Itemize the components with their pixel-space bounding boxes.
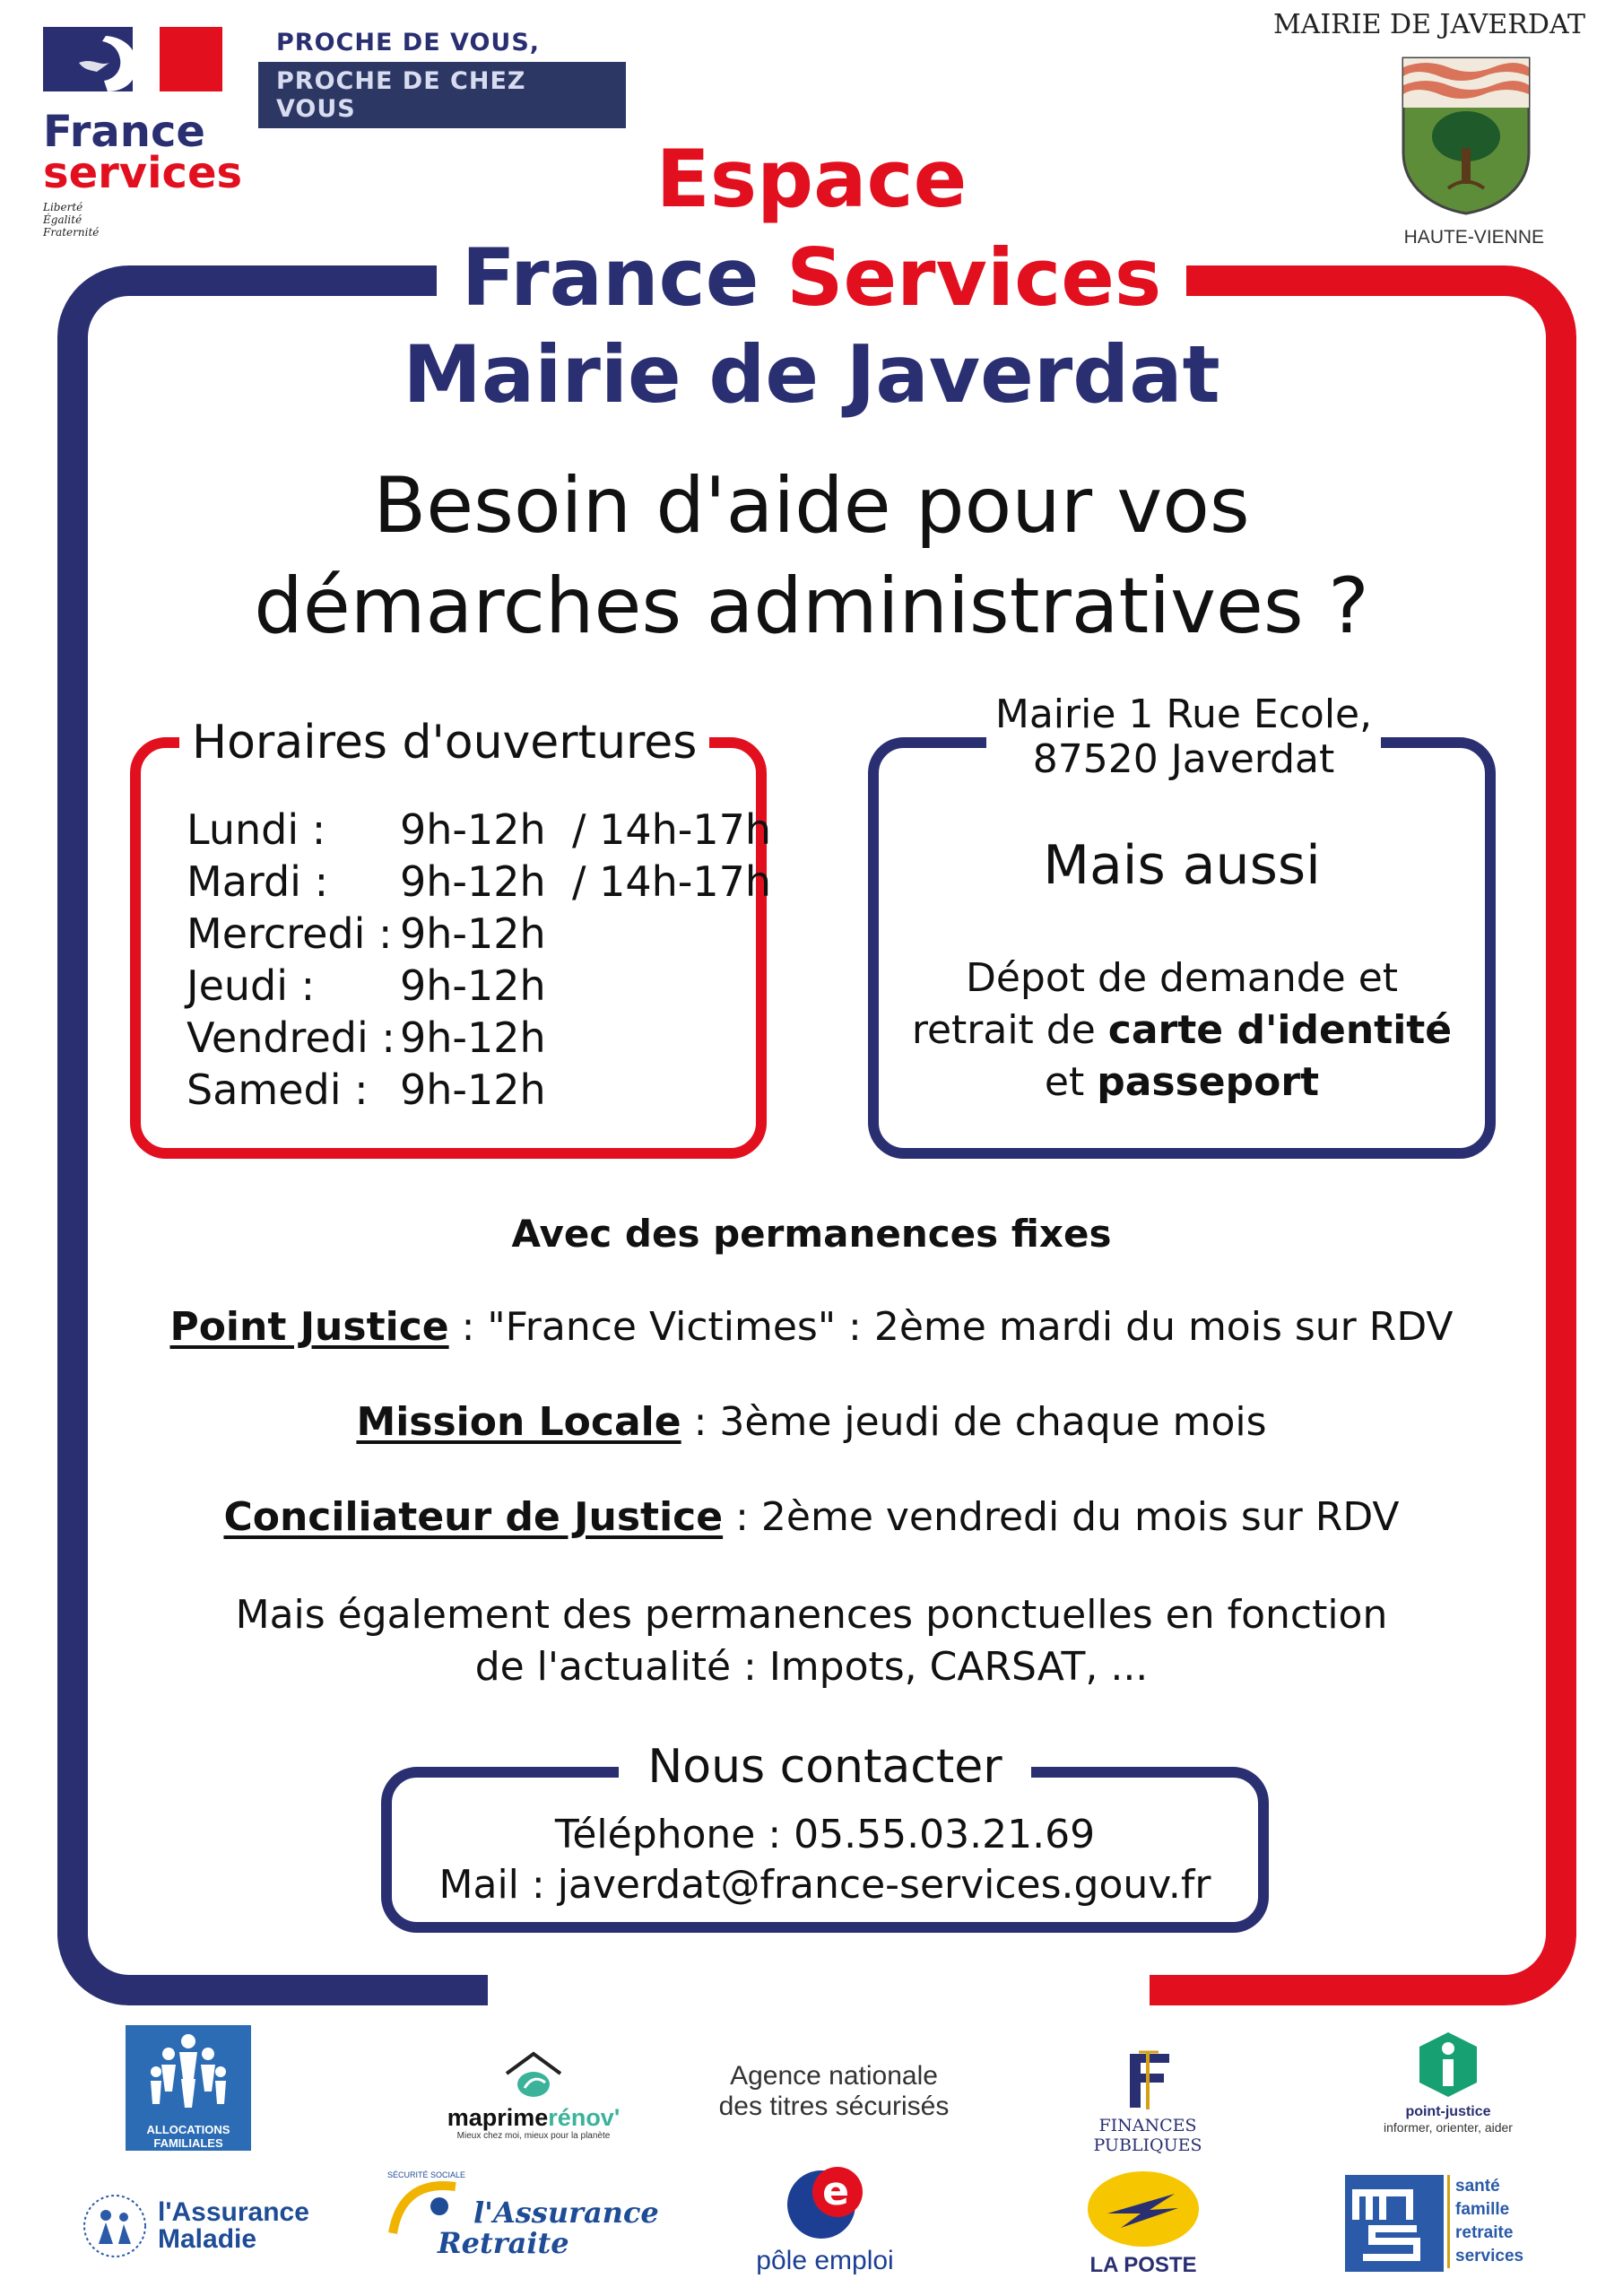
msa-line: famille bbox=[1455, 2200, 1510, 2219]
point-justice-logo bbox=[1358, 2029, 1538, 2154]
hours-time: 9h-12h bbox=[400, 1013, 546, 1062]
address bbox=[986, 692, 1381, 782]
info-icon bbox=[1412, 2029, 1484, 2100]
point-justice-tag: informer, orienter, aider bbox=[1384, 2120, 1513, 2135]
msa-line: santé bbox=[1455, 2177, 1500, 2196]
motto-liberte: Liberté bbox=[43, 201, 83, 213]
hours-row bbox=[187, 908, 546, 960]
permanence-detail: : 2ème vendredi du mois sur RDV bbox=[723, 1494, 1400, 1540]
ar-line2: Retraite bbox=[438, 2226, 569, 2260]
am-line2: Maladie bbox=[158, 2224, 257, 2254]
slogan-line2: PROCHE DE CHEZ VOUS bbox=[258, 62, 626, 128]
permanences-title: Avec des permanences fixes bbox=[511, 1212, 1112, 1256]
hours-day: Mercredi : bbox=[187, 909, 393, 958]
la-poste-bird-icon bbox=[1085, 2169, 1202, 2249]
contact-mail[interactable]: Mail : javerdat@france-services.gouv.fr bbox=[438, 1862, 1211, 1908]
maprimerenov-logo bbox=[421, 2047, 646, 2145]
msa-icon bbox=[1345, 2175, 1444, 2272]
permanence-item bbox=[0, 1397, 1623, 1448]
slogan bbox=[258, 27, 626, 128]
main-question bbox=[0, 456, 1623, 657]
contact-title: Nous contacter bbox=[619, 1737, 1031, 1796]
permanence-name: Conciliateur de Justice bbox=[223, 1494, 724, 1540]
hours-row bbox=[187, 856, 771, 908]
hours-day: Mardi : bbox=[187, 857, 329, 906]
hours-day: Jeudi : bbox=[187, 961, 316, 1010]
hours-day: Vendredi : bbox=[187, 1013, 395, 1062]
caf-people-icon bbox=[126, 2025, 251, 2119]
hours-day: Samedi : bbox=[187, 1065, 369, 1114]
ponctuel-line1: Mais également des permanences ponctuelles en fonction bbox=[235, 1592, 1388, 1638]
title-france: France bbox=[461, 231, 759, 324]
hours-row bbox=[187, 960, 546, 1012]
caf-label: ALLOCATIONS FAMILIALES bbox=[146, 2123, 230, 2150]
hours-row bbox=[187, 1012, 546, 1064]
point-justice-name: point-justice bbox=[1405, 2104, 1491, 2119]
msa-line: services bbox=[1455, 2247, 1524, 2266]
permanence-name: Mission Locale bbox=[356, 1399, 681, 1445]
house-icon bbox=[421, 2047, 646, 2100]
id-card-line3a: et bbox=[1044, 1059, 1098, 1105]
fs-logo-line2: services bbox=[43, 148, 243, 198]
ants-line1: Agence nationale bbox=[730, 2061, 938, 2091]
finances-label: FINANCES PUBLIQUES bbox=[1093, 2116, 1202, 2155]
fs-logo-line1: France bbox=[43, 107, 205, 157]
permanence-item bbox=[0, 1492, 1623, 1543]
mairie-label: MAIRIE DE JAVERDAT bbox=[1272, 9, 1585, 40]
hours-time: 9h-12h bbox=[400, 961, 546, 1010]
title-france-services bbox=[0, 233, 1623, 323]
ar-line1: l'Assurance bbox=[473, 2196, 659, 2230]
address-line1: Mairie 1 Rue Ecole, bbox=[994, 691, 1373, 737]
am-people-icon bbox=[79, 2190, 151, 2262]
assurance-maladie-logo bbox=[79, 2190, 321, 2262]
finances-publiques-logo bbox=[1049, 2045, 1246, 2155]
id-card-line2a: retrait de bbox=[911, 1007, 1108, 1053]
hours-time: 9h-12h / 14h-17h bbox=[400, 805, 772, 854]
hours-day: Lundi : bbox=[187, 805, 326, 854]
permanence-item bbox=[0, 1302, 1623, 1352]
ar-arc-label: SÉCURITÉ SOCIALE bbox=[387, 2170, 466, 2179]
contact-phone[interactable]: Téléphone : 05.55.03.21.69 bbox=[554, 1812, 1096, 1857]
maprimerenov-b: rénov' bbox=[548, 2104, 621, 2131]
ants-line2: des titres sécurisés bbox=[718, 2092, 950, 2121]
title-services: Services bbox=[786, 231, 1162, 324]
id-card-line2b: carte d'identité bbox=[1107, 1007, 1453, 1053]
ponctuel-text bbox=[0, 1589, 1623, 1693]
la-poste-label: LA POSTE bbox=[1089, 2253, 1197, 2277]
hours-time: 9h-12h bbox=[400, 1065, 546, 1114]
motto-egalite: Égalité bbox=[43, 213, 82, 226]
svg-text:e: e bbox=[822, 2169, 849, 2214]
hours-row bbox=[187, 1064, 546, 1116]
finances-f-icon bbox=[1112, 2045, 1184, 2112]
address-line2: 87520 Javerdat bbox=[1032, 736, 1335, 782]
la-poste-logo bbox=[1072, 2169, 1215, 2285]
permanence-detail: : "France Victimes" : 2ème mardi du mois sur RDV bbox=[448, 1304, 1454, 1350]
assurance-retraite-logo bbox=[384, 2170, 659, 2274]
hours-row bbox=[187, 804, 771, 856]
caf-logo bbox=[126, 2025, 251, 2151]
hours-title: Horaires d'ouvertures bbox=[179, 713, 709, 772]
msa-line: retraite bbox=[1455, 2223, 1514, 2242]
ponctuel-line2: de l'actualité : Impots, CARSAT, ... bbox=[474, 1644, 1149, 1690]
maprimerenov-a: maprime bbox=[447, 2104, 549, 2131]
mais-aussi-heading: Mais aussi bbox=[1043, 834, 1321, 897]
region-label: HAUTE-VIENNE bbox=[1403, 227, 1544, 248]
pole-emploi-logo bbox=[735, 2161, 915, 2287]
title-espace: Espace bbox=[655, 133, 968, 225]
am-line1: l'Assurance bbox=[158, 2197, 309, 2227]
title-mairie: Mairie de Javerdat bbox=[403, 328, 1220, 421]
motto-fraternite: Fraternité bbox=[43, 226, 100, 239]
pole-emploi-label: pôle emploi bbox=[756, 2246, 894, 2275]
hours-time: 9h-12h / 14h-17h bbox=[400, 857, 772, 906]
maprimerenov-tag: Mieux chez moi, mieux pour la planète bbox=[456, 2131, 611, 2141]
question-line2: démarches administratives ? bbox=[254, 561, 1369, 651]
id-card-info bbox=[888, 952, 1476, 1109]
id-card-line1: Dépot de demande et bbox=[965, 955, 1399, 1001]
permanence-name: Point Justice bbox=[169, 1304, 449, 1350]
question-line1: Besoin d'aide pour vos bbox=[373, 461, 1250, 551]
id-card-line3b: passeport bbox=[1097, 1059, 1320, 1105]
ants-logo bbox=[699, 2061, 968, 2122]
msa-logo bbox=[1345, 2175, 1560, 2274]
marianne-flag-icon bbox=[43, 27, 222, 99]
permanence-detail: : 3ème jeudi de chaque mois bbox=[681, 1399, 1267, 1445]
pole-emploi-icon bbox=[780, 2161, 870, 2242]
hours-time: 9h-12h bbox=[400, 909, 546, 958]
slogan-line1: PROCHE DE VOUS, bbox=[276, 29, 541, 57]
